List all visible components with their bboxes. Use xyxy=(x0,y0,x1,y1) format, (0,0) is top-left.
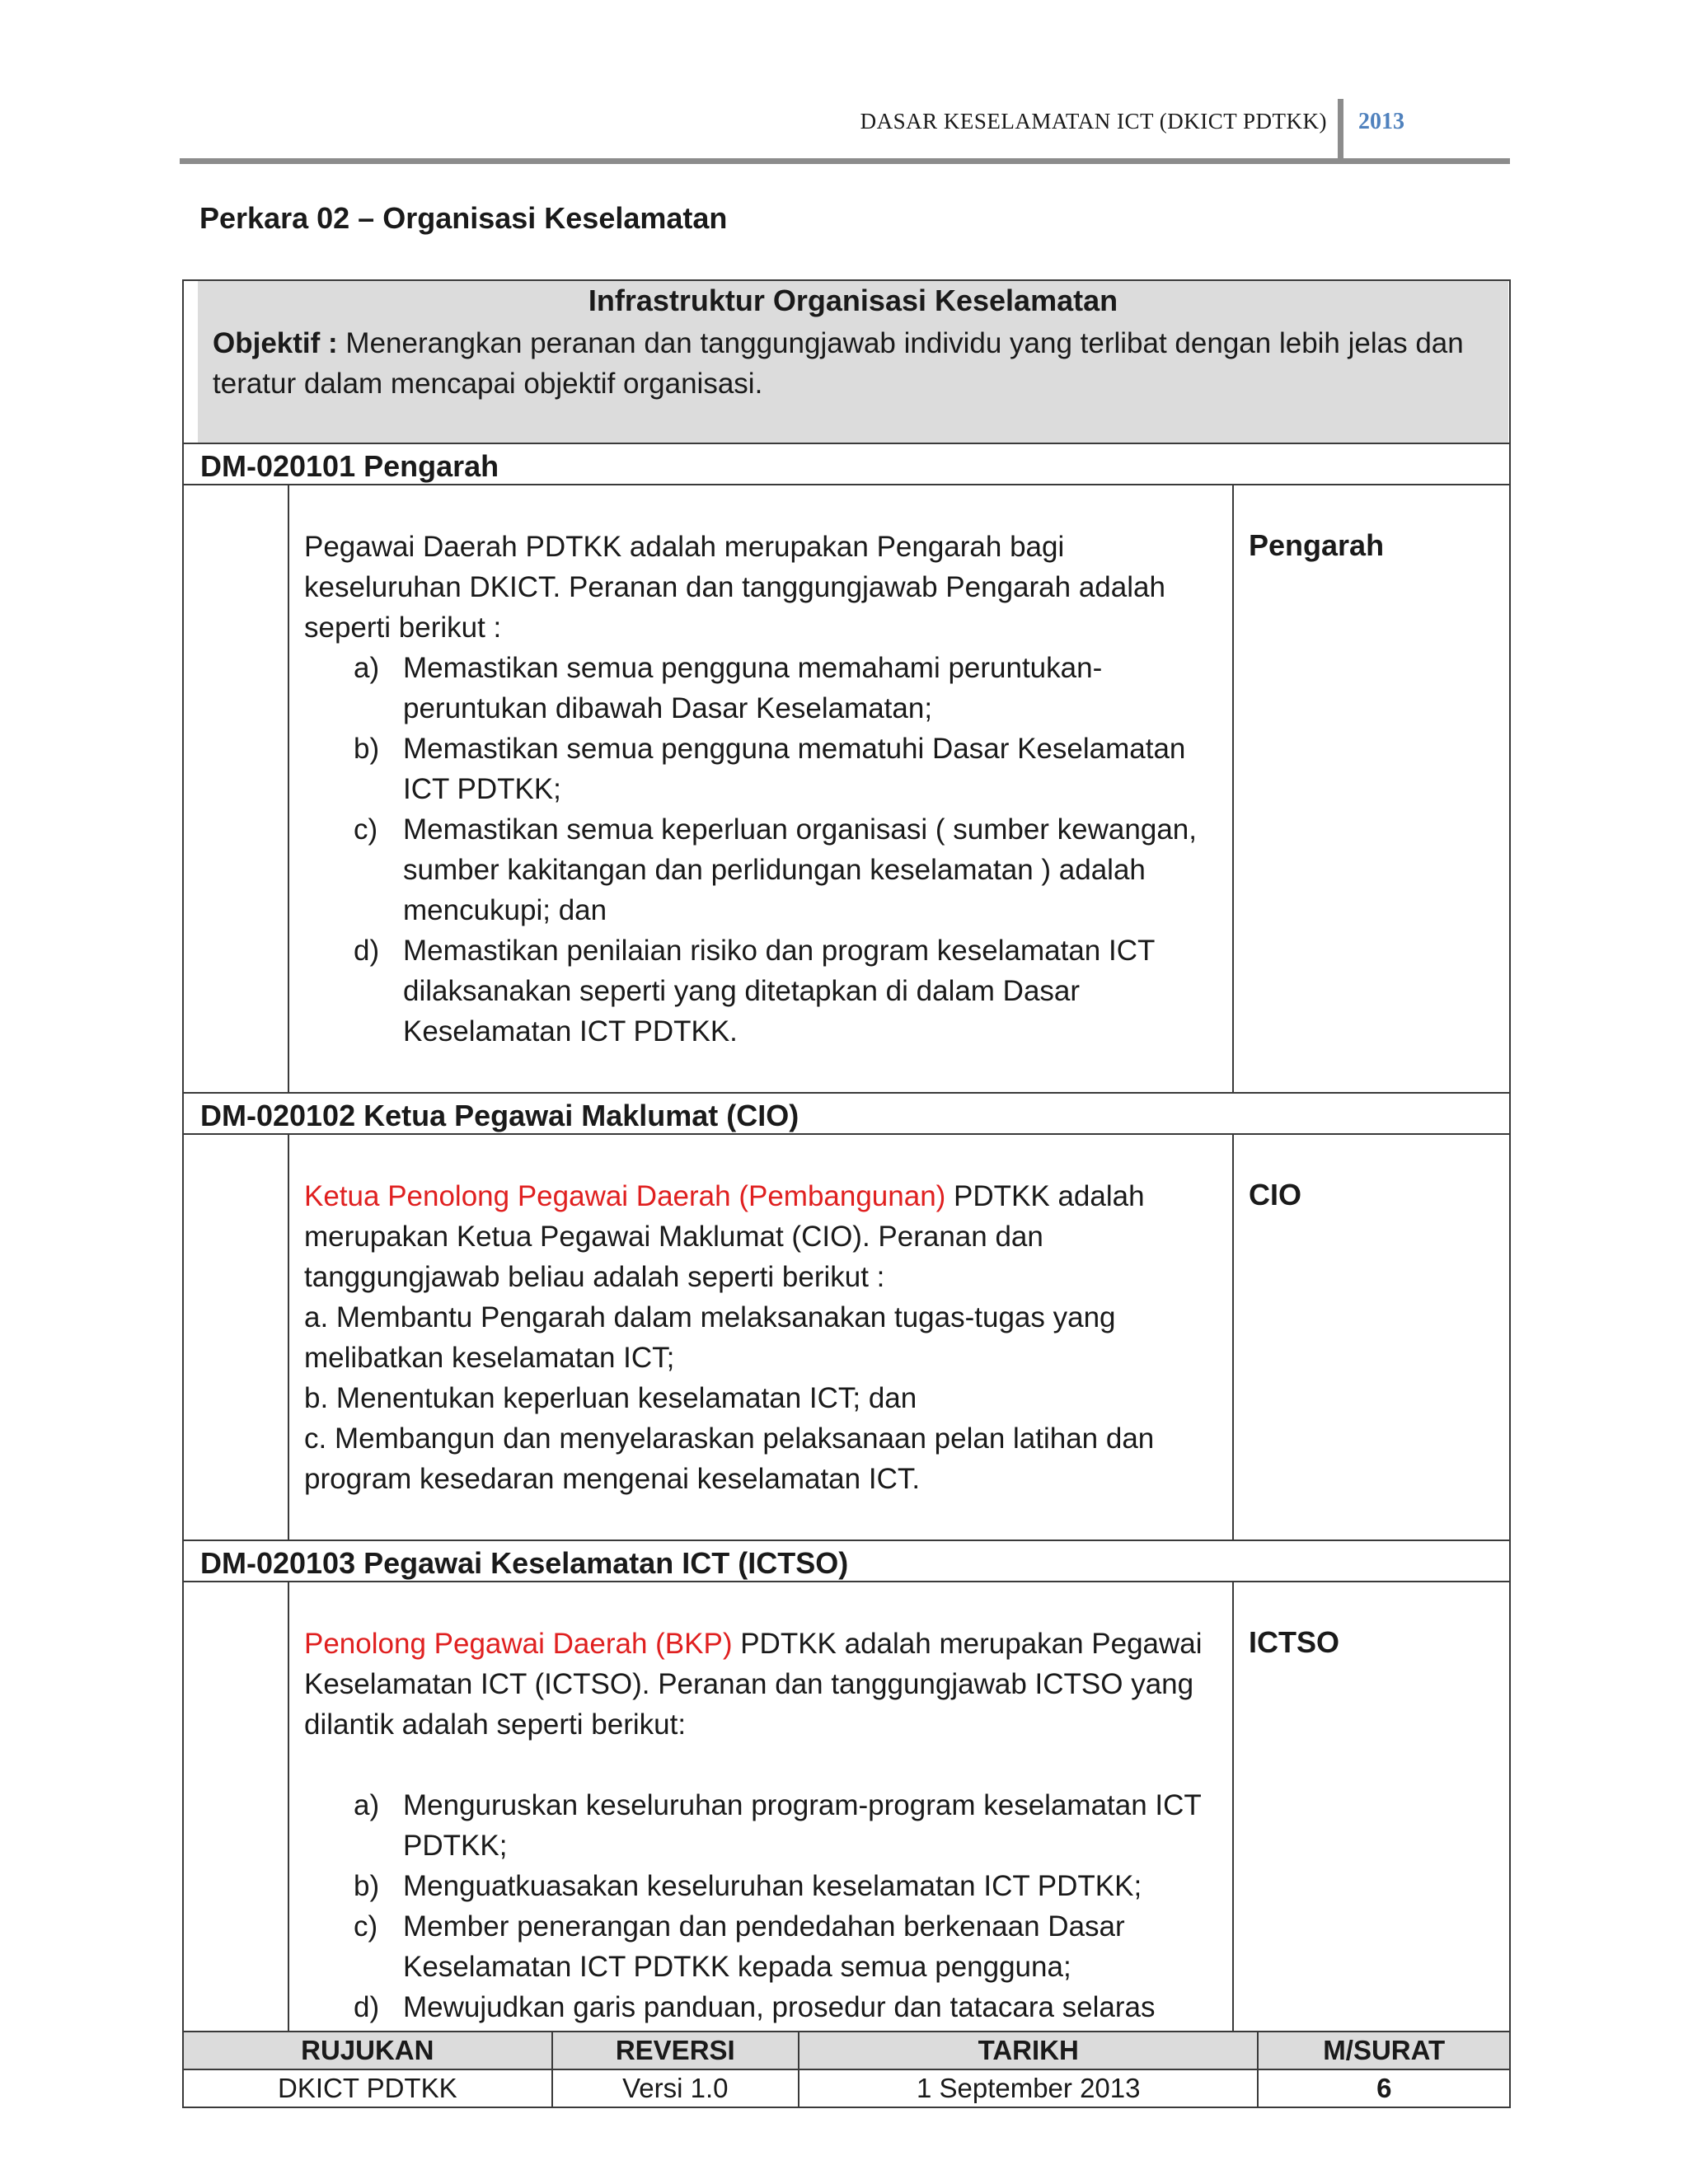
footer-header-tarikh: TARIKH xyxy=(799,2032,1259,2069)
section-intro: Pegawai Daerah PDTKK adalah merupakan Pengarah bagi keseluruhan DKICT. Peranan dan tanggungjawab Pengarah adalah seperti berikut : xyxy=(304,531,1165,644)
content-cell xyxy=(288,1133,1234,1541)
objective-text xyxy=(213,323,1498,404)
footer-header-row xyxy=(183,2032,1510,2069)
section-title: Perkara 02 – Organisasi Keselamatan xyxy=(199,201,728,235)
role-label: ICTSO xyxy=(1249,1625,1340,1659)
footer-page-number: 6 xyxy=(1258,2069,1510,2107)
list-item-label: b) xyxy=(354,733,380,765)
footer-value-row xyxy=(183,2069,1510,2107)
list-item-label: d) xyxy=(354,935,380,967)
list-item: b. Menentukan keperluan keselamatan ICT; dan xyxy=(304,1382,917,1414)
list-item xyxy=(354,648,1219,729)
footer-rujukan-value: DKICT PDTKK xyxy=(183,2069,552,2107)
list-item-text: Memastikan semua pengguna mematuhi Dasar Keselamatan ICT PDTKK; xyxy=(403,733,1186,805)
footer-tarikh-value: 1 September 2013 xyxy=(799,2069,1259,2107)
list-item-label: a) xyxy=(354,652,380,684)
section-intro-text: PDTKK adalah merupakan Pegawai Keselamatan ICT (ICTSO). Peranan dan tanggungjawab ICTSO yang dilantik adalah seperti berikut: xyxy=(304,1628,1203,1741)
role-cell xyxy=(1232,1581,1511,2032)
highlighted-role-title: Penolong Pegawai Daerah (BKP) xyxy=(304,1628,733,1660)
section-heading: DM-020101 Pengarah xyxy=(200,449,499,483)
objective-label: Objektif : xyxy=(213,327,338,359)
section-intro xyxy=(304,1176,1219,1297)
list-item-label: d) xyxy=(354,1991,380,2023)
list-item: c. Membangun dan menyelaraskan pelaksanaan pelan latihan dan program kesedaran mengenai keselamatan ICT. xyxy=(304,1422,1155,1495)
role-label: Pengarah xyxy=(1249,528,1385,562)
list-item: a. Membantu Pengarah dalam melaksanakan tugas-tugas yang melibatkan keselamatan ICT; xyxy=(304,1301,1116,1374)
document-header-year: 2013 xyxy=(1358,109,1404,134)
content-cell xyxy=(288,484,1234,1094)
list-item-text: Menguruskan keseluruhan program-program keselamatan ICT PDTKK; xyxy=(403,1789,1202,1862)
section-heading-row xyxy=(182,1540,1511,1582)
footer-table xyxy=(182,2031,1511,2108)
section-heading: DM-020102 Ketua Pegawai Maklumat (CIO) xyxy=(200,1099,799,1132)
objective-title: Infrastruktur Organisasi Keselamatan xyxy=(588,284,1118,317)
footer-header-msurat: M/SURAT xyxy=(1258,2032,1510,2069)
footer-header-rujukan: RUJUKAN xyxy=(183,2032,552,2069)
list-item-label: c) xyxy=(354,1910,378,1943)
section-heading: DM-020103 Pegawai Keselamatan ICT (ICTSO) xyxy=(200,1546,849,1580)
section-heading-row xyxy=(182,443,1511,485)
margin-cell xyxy=(182,484,289,1094)
list-item-text: Member penerangan dan pendedahan berkenaan Dasar Keselamatan ICT PDTKK kepada semua pengguna; xyxy=(403,1910,1125,1983)
header-rule xyxy=(180,158,1510,164)
list-item xyxy=(354,1866,1219,1906)
list-item-text: Mewujudkan garis panduan, prosedur dan tatacara selaras xyxy=(403,1991,1156,2023)
header-divider xyxy=(1338,99,1343,158)
list-item xyxy=(354,1906,1219,1987)
item-list xyxy=(354,1785,1219,2027)
list-item-text: Memastikan semua keperluan organisasi ( sumber kewangan, sumber kakitangan dan perlidungan keselamatan ) adalah mencukupi; dan xyxy=(403,813,1197,926)
list-item-label: a) xyxy=(354,1789,380,1821)
margin-cell xyxy=(182,1581,289,2032)
footer-header-reversi: REVERSI xyxy=(552,2032,799,2069)
role-label: CIO xyxy=(1249,1178,1302,1212)
list-item-text: Menguatkuasakan keseluruhan keselamatan ICT PDTKK; xyxy=(403,1870,1142,1902)
list-item-text: Memastikan semua pengguna memahami peruntukan-peruntukan dibawah Dasar Keselamatan; xyxy=(403,652,1103,724)
role-cell xyxy=(1232,1133,1511,1541)
footer-reversi-value: Versi 1.0 xyxy=(552,2069,799,2107)
item-list xyxy=(354,648,1219,1052)
list-item xyxy=(354,1785,1219,1866)
role-cell xyxy=(1232,484,1511,1094)
section-heading-row xyxy=(182,1092,1511,1135)
content-cell xyxy=(288,1581,1234,2032)
margin-cell xyxy=(182,1133,289,1541)
objective-body: Menerangkan peranan dan tanggungjawab individu yang terlibat dengan lebih jelas dan teratur dalam mencapai objektif organisasi. xyxy=(213,327,1464,400)
list-item-label: b) xyxy=(354,1870,380,1902)
section-intro-text: PDTKK adalah merupakan Ketua Pegawai Maklumat (CIO). Peranan dan tanggungjawab beliau adalah seperti berikut : xyxy=(304,1180,1145,1293)
list-item xyxy=(354,729,1219,809)
section-intro xyxy=(304,1624,1219,1745)
list-item-text: Memastikan penilaian risiko dan program keselamatan ICT dilaksanakan seperti yang ditetapkan di dalam Dasar Keselamatan ICT PDTKK. xyxy=(403,935,1155,1047)
list-item xyxy=(354,1987,1219,2027)
list-item xyxy=(354,930,1219,1052)
list-item xyxy=(354,809,1219,930)
highlighted-role-title: Ketua Penolong Pegawai Daerah (Pembangunan) xyxy=(304,1180,946,1212)
list-item-label: c) xyxy=(354,813,378,846)
document-header-title: DASAR KESELAMATAN ICT (DKICT PDTKK) xyxy=(860,109,1327,134)
